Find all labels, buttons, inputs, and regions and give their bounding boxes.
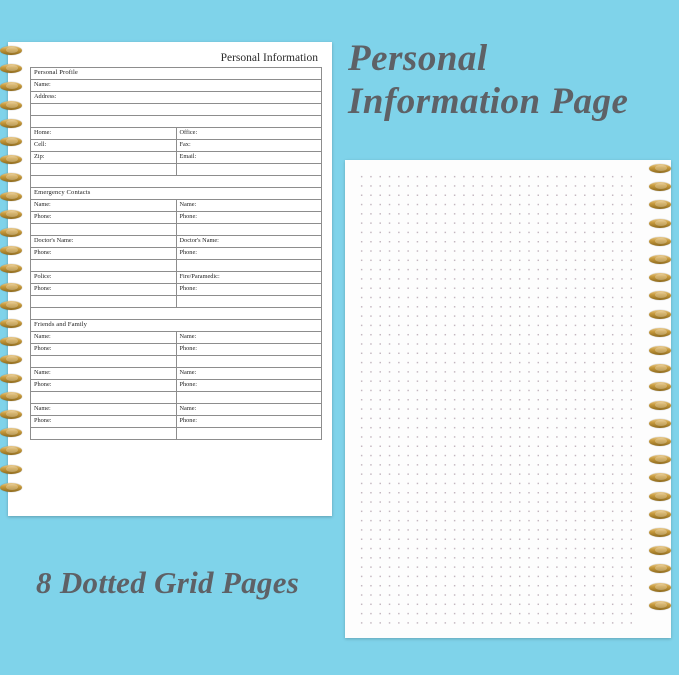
form-row [31,80,322,92]
spiral-coil [0,210,22,219]
spiral-coil [649,328,671,337]
spiral-coil [0,64,22,73]
form-field[interactable]: Home: [31,128,177,140]
form-field[interactable] [176,164,322,176]
form-field[interactable]: Name: [176,200,322,212]
spiral-coil [0,483,22,492]
spiral-coil [0,337,22,346]
spiral-coil [0,192,22,201]
form-row [31,284,322,296]
promo-headline-line2: Information Page [348,80,629,122]
form-field[interactable]: Police: [31,272,177,284]
form-field[interactable] [31,356,177,368]
form-field[interactable] [176,296,322,308]
promo-headline-line1: Personal [348,38,488,79]
form-field[interactable] [176,224,322,236]
spiral-coil [649,164,671,173]
spiral-coil [649,200,671,209]
form-field[interactable]: Office: [176,128,322,140]
form-field[interactable] [176,356,322,368]
form-field[interactable] [176,428,322,440]
form-row [31,392,322,404]
form-section-heading-row [31,188,322,200]
spiral-coil [0,246,22,255]
form-field[interactable]: Doctor's Name: [31,236,177,248]
form-field[interactable] [31,296,177,308]
spiral-coil [0,446,22,455]
form-field[interactable]: Phone: [176,416,322,428]
form-row [31,260,322,272]
form-row [31,404,322,416]
spiral-coil [649,473,671,482]
spiral-coil [649,401,671,410]
form-row [31,344,322,356]
form-field[interactable]: Email: [176,152,322,164]
spiral-coil [649,273,671,282]
form-field[interactable]: Phone: [31,380,177,392]
form-row [31,128,322,140]
form-field[interactable]: Phone: [176,284,322,296]
form-field[interactable]: Phone: [31,248,177,260]
personal-information-page [8,42,332,516]
spiral-coil [649,564,671,573]
form-field[interactable]: Doctor's Name: [176,236,322,248]
spiral-coil [0,283,22,292]
form-field[interactable] [31,116,322,128]
spiral-coil [649,255,671,264]
form-row [31,332,322,344]
form-field[interactable]: Name: [31,404,177,416]
form-section-gap [31,176,322,188]
spiral-coil [0,301,22,310]
form-row [31,224,322,236]
form-row [31,368,322,380]
spiral-coil [649,219,671,228]
spiral-coil [649,310,671,319]
spiral-coil [0,264,22,273]
spiral-coil [649,419,671,428]
section-heading-friends-and-family: Friends and Family [31,320,322,332]
form-field[interactable]: Phone: [31,284,177,296]
form-field[interactable]: Name: [176,332,322,344]
form-row [31,116,322,128]
promo-subline: 8 Dotted Grid Pages [36,565,300,600]
form-field[interactable] [31,428,177,440]
spiral-binding-left [0,46,24,516]
form-field[interactable]: Name: [31,368,177,380]
page-title: Personal Information [220,52,318,64]
spiral-coil [0,101,22,110]
form-field[interactable] [31,392,177,404]
spiral-coil [649,546,671,555]
spiral-coil [649,237,671,246]
spiral-coil [649,492,671,501]
form-field[interactable]: Name: [31,200,177,212]
spiral-coil [0,374,22,383]
form-row [31,164,322,176]
spiral-coil [0,410,22,419]
spiral-coil [0,392,22,401]
spiral-coil [649,601,671,610]
form-row [31,92,322,104]
spiral-coil [649,583,671,592]
spiral-coil [649,382,671,391]
spiral-binding-right [647,164,671,634]
form-field[interactable]: Phone: [176,380,322,392]
form-row [31,200,322,212]
spiral-coil [0,82,22,91]
form-field[interactable]: Phone: [176,344,322,356]
form-field[interactable]: Name: [31,80,322,92]
dot-grid [357,172,639,626]
spiral-coil [0,355,22,364]
form-field[interactable]: Phone: [31,344,177,356]
spiral-coil [0,119,22,128]
page-content [30,52,322,506]
form-row [31,236,322,248]
form-row [31,140,322,152]
form-row [31,212,322,224]
spiral-coil [0,228,22,237]
spiral-coil [649,291,671,300]
form-section-heading-row [31,320,322,332]
form-field[interactable]: Address: [31,92,322,104]
form-field[interactable]: Phone: [176,212,322,224]
form-field[interactable]: Name: [176,368,322,380]
form-field[interactable]: Zip: [31,152,177,164]
form-field[interactable]: Fire/Paramedic: [176,272,322,284]
form-row [31,356,322,368]
spiral-coil [0,319,22,328]
form-row [31,152,322,164]
spiral-coil [649,510,671,519]
personal-information-form [30,67,322,440]
spiral-coil [649,182,671,191]
form-row [31,380,322,392]
spiral-coil [0,465,22,474]
form-field[interactable] [176,260,322,272]
form-field[interactable]: Phone: [176,248,322,260]
form-section-gap [31,308,322,320]
spiral-coil [0,46,22,55]
form-field[interactable]: Phone: [31,416,177,428]
form-field[interactable]: Name: [176,404,322,416]
form-field[interactable] [31,260,177,272]
form-field[interactable]: Fax: [176,140,322,152]
form-row [31,428,322,440]
form-section-heading-row [31,68,322,80]
form-field[interactable] [31,164,177,176]
promo-headline [348,38,668,123]
spiral-coil [649,437,671,446]
section-heading-personal-profile: Personal Profile [31,68,322,80]
form-field[interactable] [31,104,322,116]
form-row [31,248,322,260]
spiral-coil [0,137,22,146]
form-field[interactable] [176,392,322,404]
form-row [31,272,322,284]
spiral-coil [649,528,671,537]
spiral-coil [0,155,22,164]
spiral-coil [649,346,671,355]
spiral-coil [0,173,22,182]
form-field[interactable]: Phone: [31,212,177,224]
spiral-coil [649,364,671,373]
form-row [31,104,322,116]
spiral-coil [0,428,22,437]
spiral-coil [649,455,671,464]
dotted-grid-page [345,160,671,638]
section-heading-emergency-contacts: Emergency Contacts [31,188,322,200]
form-row [31,296,322,308]
form-field[interactable] [31,224,177,236]
form-row [31,416,322,428]
form-field[interactable]: Name: [31,332,177,344]
form-field[interactable]: Cell: [31,140,177,152]
